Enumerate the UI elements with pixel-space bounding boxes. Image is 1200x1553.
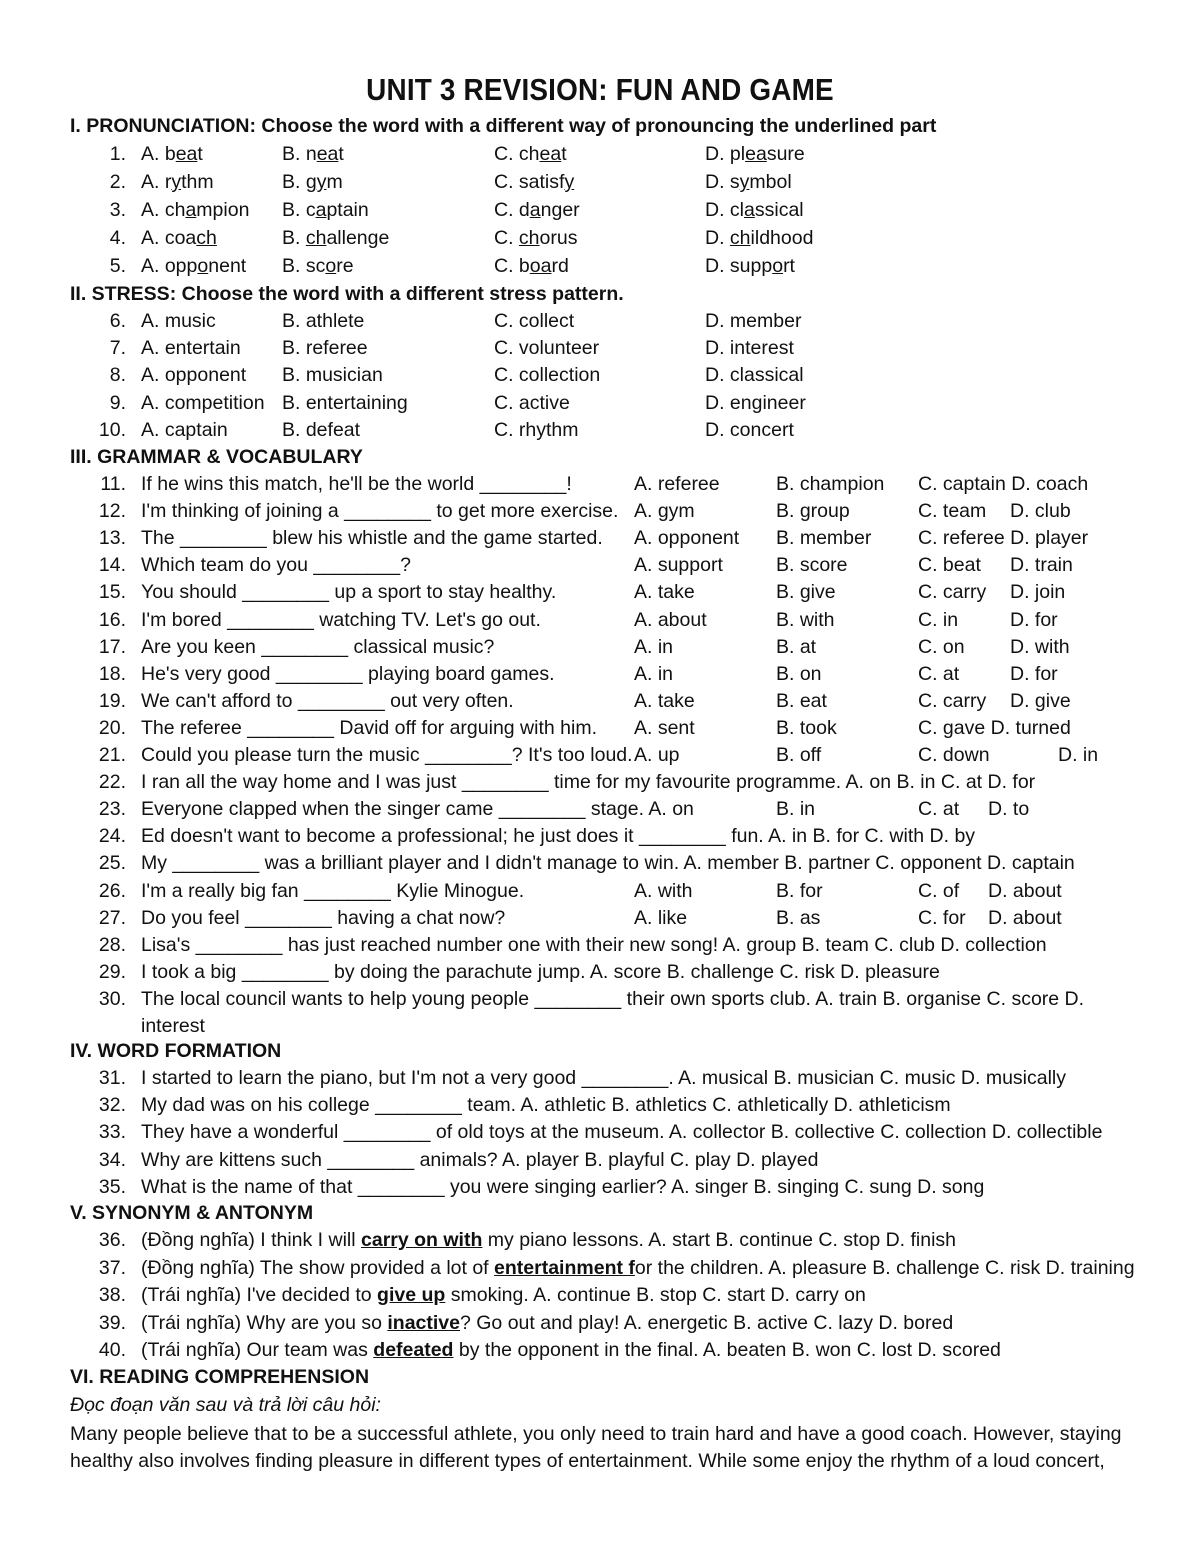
question-row [0,609,1200,636]
option-c: C. on [918,635,965,658]
option-d: D. join [1010,581,1066,604]
option-d [705,171,792,194]
option-text: m [326,171,343,193]
option-d: D. about [988,879,1062,902]
underlined-part: a [744,199,755,221]
option-d: D. concert [705,418,794,441]
question-number: 33. [98,1121,126,1144]
section-label: IV. WORD FORMATION [70,1040,282,1062]
question-text: interest [141,1015,205,1037]
question-text: Do you feel ________ having a chat now? [141,906,506,929]
question-row [0,988,1200,1015]
option-text: mpion [196,199,250,221]
underlined-part: y [171,171,182,193]
question-number: 30. [98,987,126,1010]
question-row [0,880,1200,907]
question-text: My dad was on his college ________ team. A. athletic B. athletics C. athletically D. athleticism [141,1094,951,1117]
section-synonym-heading [70,1202,313,1225]
question-text-before: (Trái nghĩa) Why are you so [141,1311,388,1334]
question-row [0,636,1200,663]
question-number: 16. [98,608,126,631]
key-phrase: entertainment f [494,1256,635,1279]
question-row [0,419,1200,446]
question-text: If he wins this match, he'll be the world ________! [141,473,572,495]
question-text: Could you please turn the music ________? It's too loud. [141,744,633,766]
option-text: B. n [282,143,317,165]
question-text [141,1339,1001,1362]
reading-line-2: healthy also involves finding pleasure in different types of entertainment. While some enjoy the rhythm of a loud concert, [70,1450,1105,1472]
option-b: B. off [776,744,822,766]
option-b: B. group [776,500,850,523]
question-number: 38. [98,1284,126,1307]
question-number: 2. [109,171,126,193]
option-a: A. opponent [141,364,247,387]
question-number: 21. [98,744,126,766]
question-number: 6. [109,310,126,332]
question-row [0,199,1200,226]
question-text: I ran all the way home and I was just ________ time for my favourite programme. A. on B. in C. at D. for [141,771,1036,794]
option-c: C. gave D. turned [918,716,1071,739]
question-row [0,1339,1200,1366]
question-row [0,961,1200,988]
question-text [141,1284,866,1307]
option-b: B. defeat [282,418,361,441]
section-word-formation-heading [70,1040,281,1063]
underlined-part: a [185,199,197,221]
question-text: He's very good ________ playing board games. [141,662,555,685]
question-number: 7. [109,337,126,360]
option-d: D. about [988,906,1062,929]
question-row [0,143,1200,170]
option-text: A. ch [141,199,186,221]
option-d: D. club [1010,500,1071,523]
question-text-after: or the children. A. pleasure B. challenge C. risk D. training [634,1256,1135,1279]
option-c [494,227,577,250]
question-row [0,255,1200,282]
option-a: A. take [634,689,695,712]
option-b: B. on [776,662,822,685]
underlined-part: a [315,199,327,221]
question-row [0,1149,1200,1176]
option-b: B. in [776,798,816,821]
section-reading-heading [70,1366,369,1389]
option-text: t [197,143,203,165]
option-d: D. in [1058,744,1099,766]
option-b [282,227,389,250]
option-a: A. about [634,608,707,631]
question-number: 26. [98,879,126,902]
option-d: D. give [1010,689,1071,712]
key-phrase: defeated [373,1339,454,1362]
option-c: C. captain D. coach [918,473,1089,495]
section-instruction: Choose the word with a different stress pattern. [181,283,624,305]
question-number: 11. [100,473,126,495]
option-text: A. opp [141,255,198,277]
option-a: A. like [634,906,688,929]
option-text: orus [539,227,578,249]
question-row [0,1257,1200,1284]
question-row [0,1094,1200,1121]
option-text: t [561,143,567,165]
underlined-part: ea [316,143,339,165]
question-row [0,1284,1200,1311]
option-text: B. g [282,171,317,193]
option-a [141,227,217,250]
option-d: D. interest [705,337,794,360]
option-b [282,255,354,278]
option-c: C. rhythm [494,418,579,441]
option-text: C. satisf [494,171,565,193]
question-row [0,1312,1200,1339]
question-text: The local council wants to help young people ________ their own sports club. A. train B. organise C. score D. [141,987,1085,1010]
question-text [141,1229,956,1252]
underlined-part: a [529,199,541,221]
option-d [705,199,804,222]
question-row [0,527,1200,554]
option-b: B. champion [776,473,885,495]
option-a: A. gym [634,500,695,523]
question-text-before: (Trái nghĩa) I've decided to [141,1284,378,1307]
option-text: B. [282,227,306,249]
underlined-part: ea [175,143,198,165]
option-a: A. sent [634,716,695,739]
question-number: 36. [98,1229,126,1251]
option-a: A. take [634,581,695,604]
key-phrase: inactive [387,1311,460,1334]
question-number: 39. [98,1311,126,1334]
option-d [705,143,805,166]
option-c: C. carry [918,689,987,712]
question-text-before: (Trái nghĩa) Our team was [141,1339,374,1362]
option-b: B. eat [776,689,827,712]
option-b: B. at [776,635,817,658]
question-number: 14. [98,554,126,577]
option-c [494,143,567,166]
question-row [0,227,1200,254]
question-text: They have a wonderful ________ of old toys at the museum. A. collector B. collective C. collection D. collectible [141,1121,1103,1144]
option-c: C. at [918,798,960,821]
question-row [0,1229,1200,1256]
question-text-after: my piano lessons. A. start B. continue C. stop D. finish [482,1229,957,1251]
question-row [0,744,1200,771]
option-text: sure [766,143,805,165]
option-b [282,199,369,222]
question-number: 13. [98,527,126,550]
option-d: D. member [705,310,802,332]
option-text: re [336,255,354,277]
question-row [0,171,1200,198]
option-c: C. of [918,879,960,902]
option-c: C. down [918,744,990,766]
page-title: UNIT 3 REVISION: FUN AND GAME [366,72,834,107]
option-b: B. musician [282,364,383,387]
underlined-part: ch [729,227,751,249]
underlined-part: oa [529,255,552,277]
question-row [0,825,1200,852]
option-c: C. volunteer [494,337,600,360]
option-b: B. as [776,906,821,929]
underlined-part: ea [745,143,767,165]
question-number: 17. [98,635,126,658]
option-b: B. entertaining [282,391,408,414]
underlined-part: o [325,255,337,277]
question-text: Are you keen ________ classical music? [141,635,495,658]
question-number: 19. [98,689,126,712]
question-text-after: ? Go out and play! A. energetic B. active C. lazy D. bored [460,1311,954,1334]
option-d: D. with [1010,635,1070,658]
option-a [141,255,246,278]
question-text: My ________ was a brilliant player and I didn't manage to win. A. member B. partner C. opponent D. captain [141,852,1075,875]
question-row [0,364,1200,391]
option-text: D. s [705,171,740,193]
option-d: D. engineer [705,391,806,414]
option-text: B. sc [282,255,326,277]
option-c: C. at [918,662,960,685]
option-text: A. b [141,143,176,165]
option-text: t [338,143,344,165]
option-c: C. carry [918,581,987,604]
option-b: B. score [776,554,848,577]
question-number: 24. [98,825,126,848]
option-c: C. collection [494,364,601,387]
question-text-before: (Đồng nghĩa) The show provided a lot of [141,1256,495,1279]
option-a [141,143,203,166]
question-number: 4. [109,227,126,249]
question-row [0,771,1200,798]
question-number: 25. [98,852,126,875]
option-b [282,171,343,194]
question-number: 8. [109,364,126,387]
option-text: C. [494,227,519,249]
question-text: Everyone clapped when the singer came ________ stage. A. on [141,798,694,821]
question-number: 32. [98,1094,126,1117]
option-text: ildhood [750,227,814,249]
question-text: I'm bored ________ watching TV. Let's go out. [141,608,541,631]
option-text: A. coa [141,227,197,249]
question-text: I'm a really big fan ________ Kylie Minogue. [141,879,525,902]
option-text: rd [551,255,569,277]
question-text: I took a big ________ by doing the parachute jump. A. score B. challenge C. risk D. pleasure [141,960,940,983]
question-number: 10. [98,418,126,441]
question-row [0,663,1200,690]
question-number: 34. [98,1148,126,1171]
question-number: 1. [109,143,126,165]
section-grammar-heading [70,446,363,469]
question-number: 27. [98,906,126,929]
question-row [0,798,1200,825]
question-text-after: smoking. A. continue B. stop C. start D. carry on [445,1284,866,1307]
option-b: B. took [776,716,837,739]
option-text: ptain [326,199,369,221]
option-c: C. team [918,500,987,523]
option-text: D. pl [705,143,746,165]
reading-line-1: Many people believe that to be a successful athlete, you only need to train hard and have a good coach. However, staying [70,1423,1122,1445]
question-text: Which team do you ________? [141,554,411,577]
question-number: 35. [98,1175,126,1198]
key-phrase: give up [377,1284,446,1307]
question-row [0,1176,1200,1203]
option-d: D. classical [705,364,804,387]
option-c: C. for [918,906,966,929]
question-row [0,500,1200,527]
option-c [494,171,574,194]
option-a: A. opponent [634,527,740,550]
option-a: A. in [634,635,674,658]
option-text: thm [181,171,214,193]
question-row [0,907,1200,934]
option-text: nent [208,255,247,277]
underlined-part: y [316,171,327,193]
underlined-part: ch [518,227,540,249]
option-text: B. c [282,199,316,221]
option-c: C. active [494,391,570,414]
option-a: A. up [634,744,680,766]
option-a: A. referee [634,473,720,495]
question-number: 31. [98,1067,126,1089]
option-d: D. for [1010,662,1058,685]
option-b: B. athlete [282,310,365,332]
option-a: A. in [634,662,674,685]
underlined-part: ea [539,143,562,165]
question-row [0,1067,1200,1094]
question-row [0,310,1200,337]
option-a: A. entertain [141,337,241,360]
question-number: 5. [109,255,126,277]
question-text-after: by the opponent in the final. A. beaten B. won C. lost D. scored [453,1339,1001,1362]
option-text: allenge [326,227,390,249]
underlined-part: o [772,255,784,277]
question-text: The referee ________ David off for arguing with him. [141,716,597,739]
option-text: ssical [754,199,804,221]
question-text: What is the name of that ________ you were singing earlier? A. singer B. singing C. sung D. song [141,1175,985,1198]
question-number: 3. [109,199,126,221]
option-b: B. member [776,527,872,550]
question-row [0,690,1200,717]
question-text: I started to learn the piano, but I'm not a very good ________. A. musical B. musician C. music D. musically [141,1067,1067,1089]
question-row [0,852,1200,879]
reading-instruction: Đọc đoạn văn sau và trả lời câu hỏi: [70,1394,381,1416]
question-number: 15. [98,581,126,604]
question-row [0,473,1200,500]
key-phrase: carry on with [361,1229,483,1251]
section-label: VI. READING COMPREHENSION [70,1366,370,1388]
question-text: The ________ blew his whistle and the game started. [141,527,603,550]
option-b [282,143,344,166]
underlined-part: y [739,171,750,193]
option-c [494,199,580,222]
question-number: 22. [98,771,126,794]
question-row [0,392,1200,419]
question-number: 18. [98,662,126,685]
question-number: 20. [98,716,126,739]
option-a: A. captain [141,418,228,441]
section-label: III. GRAMMAR & VOCABULARY [70,446,363,468]
option-b: B. for [776,879,823,902]
option-a [141,171,214,194]
question-text: Why are kittens such ________ animals? A. player B. playful C. play D. played [141,1148,819,1171]
option-b: B. with [776,608,835,631]
option-text: D. [705,227,730,249]
option-a: A. music [141,310,216,332]
question-text: Ed doesn't want to become a professional; he just does it ________ fun. A. in B. for C. with D. by [141,825,976,848]
section-label: V. SYNONYM & ANTONYM [70,1202,314,1224]
question-row-continued [0,1015,1200,1042]
underlined-part: ch [196,227,217,249]
option-d [705,255,795,278]
option-a: A. support [634,554,723,577]
question-number: 9. [109,391,126,414]
question-text [141,1257,1135,1280]
option-text: C. ch [494,143,540,165]
question-number: 28. [98,933,126,956]
option-d [705,227,813,250]
question-text: You should ________ up a sport to stay healthy. [141,581,557,604]
question-number: 12. [98,500,126,523]
question-row [0,934,1200,961]
option-text: D. supp [705,255,773,277]
option-a: A. with [634,879,693,902]
question-number: 29. [98,960,126,983]
section-label: II. STRESS: [70,283,177,305]
question-text: Lisa's ________ has just reached number one with their new song! A. group B. team C. club D. collection [141,933,1047,956]
question-text-before: (Đồng nghĩa) I think I will [141,1229,362,1251]
question-row [0,717,1200,744]
section-pronunciation-heading [70,115,936,138]
option-text: D. cl [705,199,744,221]
option-c: C. in [918,608,959,631]
section-stress-heading [70,283,624,306]
section-instruction: Choose the word with a different way of pronouncing the underlined part [261,115,937,137]
question-number: 37. [98,1256,126,1279]
option-c: C. collect [494,310,575,332]
underlined-part: o [197,255,209,277]
option-text: nger [540,199,580,221]
option-c [494,255,569,278]
question-row [0,581,1200,608]
question-text: We can't afford to ________ out very often. [141,689,514,712]
option-a: A. competition [141,391,265,414]
option-d: D. to [988,798,1030,821]
option-c: C. beat [918,554,981,577]
question-row [0,1121,1200,1148]
option-c: C. referee D. player [918,527,1089,550]
option-text: mbol [749,171,792,193]
option-text: rt [783,255,795,277]
option-text: C. b [494,255,530,277]
question-row [0,554,1200,581]
option-d: D. train [1010,554,1073,577]
question-number: 23. [98,798,126,821]
underlined-part: ch [305,227,327,249]
option-text: A. r [141,171,172,193]
question-row [0,337,1200,364]
underlined-part: y [564,171,575,193]
option-d: D. for [1010,608,1058,631]
option-b: B. give [776,581,836,604]
option-b: B. referee [282,337,368,360]
option-a [141,199,249,222]
question-text: I'm thinking of joining a ________ to get more exercise. [141,500,619,523]
question-number: 40. [98,1339,126,1362]
section-label: I. PRONUNCIATION: [70,115,256,137]
option-text: C. d [494,199,530,221]
question-text [141,1312,953,1335]
